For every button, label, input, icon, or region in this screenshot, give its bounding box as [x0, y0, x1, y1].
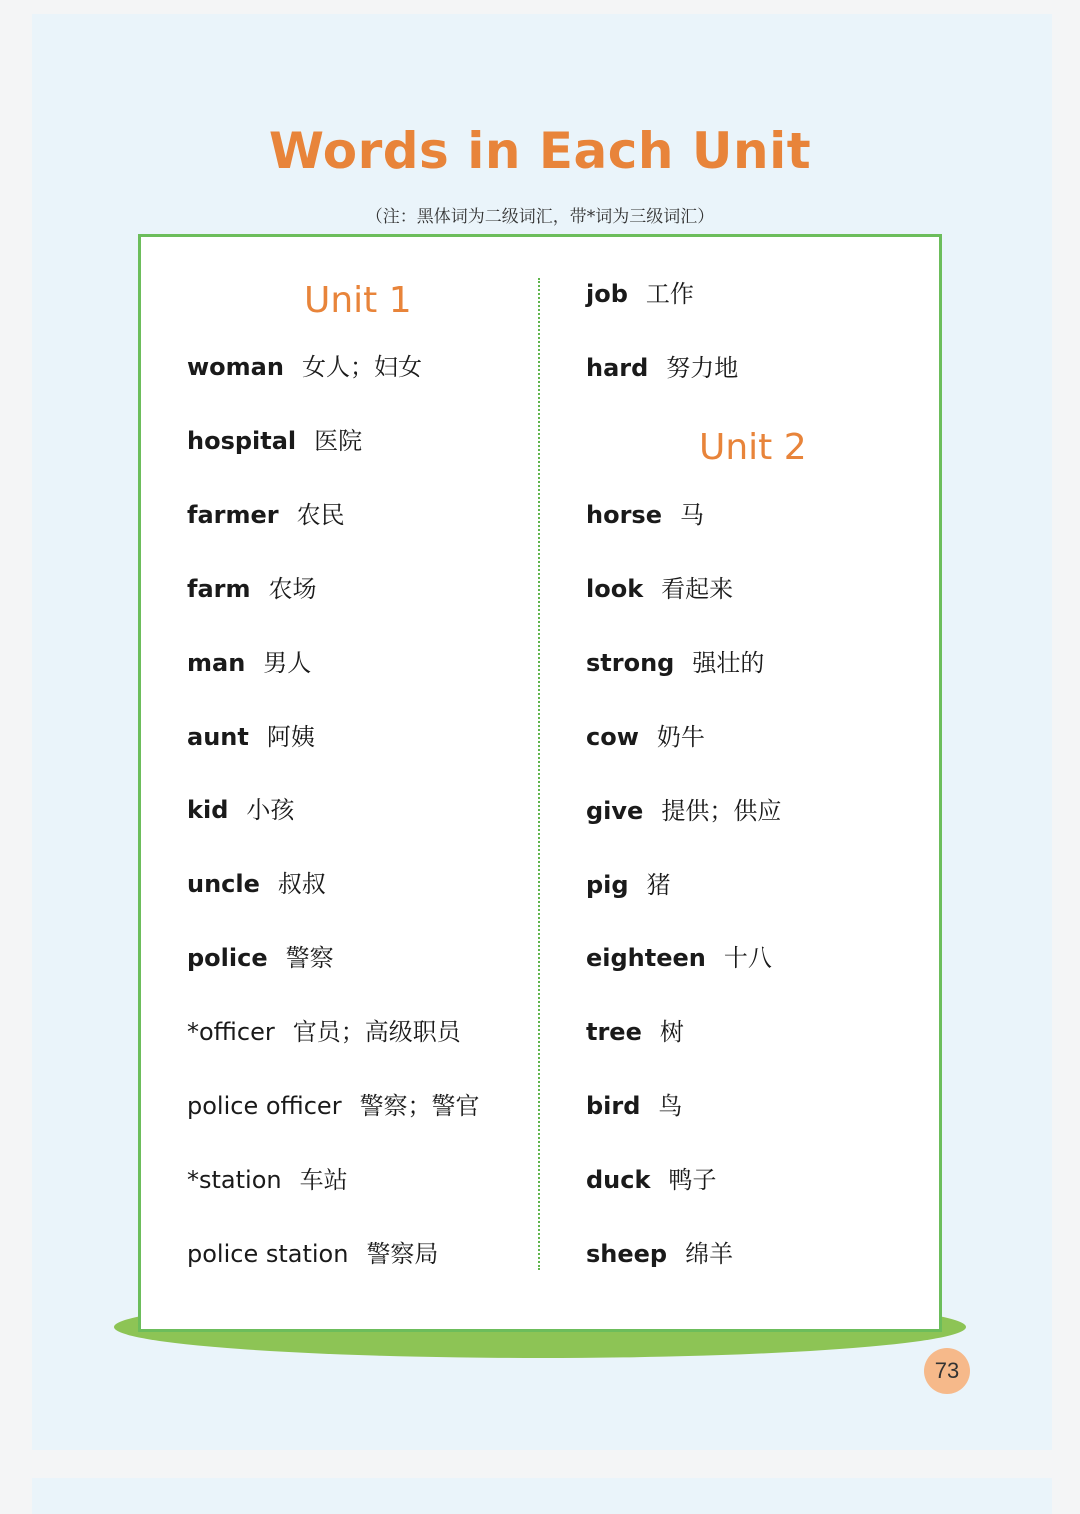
vocab-entry: [187, 722, 315, 752]
vocab-chinese: 小孩: [246, 796, 295, 825]
vocab-chinese: 男人: [263, 648, 312, 677]
vocab-english: hospital: [187, 426, 297, 455]
vocab-chinese: 警察: [285, 944, 334, 973]
vocab-entry: [586, 574, 733, 604]
vocab-chinese: 提供；供应: [661, 796, 782, 825]
vocab-entry: [187, 648, 311, 678]
page-title: Words in Each Unit: [268, 122, 812, 180]
vocab-chinese: 叔叔: [277, 870, 326, 899]
unit-2-heading: Unit 2: [699, 427, 807, 468]
vocab-english: police: [187, 944, 268, 973]
next-page-edge: [32, 1478, 1052, 1514]
vocab-entry: [187, 1017, 461, 1047]
vocab-english: tree: [586, 1018, 642, 1047]
page-number-badge: 73: [924, 1348, 970, 1394]
vocab-english: pig: [586, 870, 629, 899]
vocab-chinese: 农民: [296, 500, 345, 529]
vocab-entry: [586, 500, 704, 530]
vocab-chinese: 绵羊: [685, 1240, 734, 1268]
vocab-chinese: 车站: [299, 1165, 348, 1194]
vocab-entry: [586, 1017, 684, 1047]
vocab-chinese: 农场: [268, 574, 317, 603]
vocab-chinese: 阿姨: [266, 722, 315, 751]
vocab-english: job: [586, 280, 628, 308]
vocab-english: man: [187, 648, 246, 677]
vocab-entry: [187, 943, 334, 973]
vocab-english: strong: [586, 648, 675, 677]
vocab-entry: [586, 796, 781, 826]
vocab-chinese: 女人；妇女: [301, 353, 422, 381]
vocab-chinese: 警察；警官: [359, 1092, 480, 1120]
vocab-english: sheep: [586, 1240, 668, 1268]
vocab-chinese: 猪: [646, 870, 671, 899]
vocab-entry: [187, 1091, 480, 1121]
vocab-entry: [586, 1239, 733, 1269]
vocab-english: give: [586, 796, 644, 825]
vocab-english: farm: [187, 574, 251, 603]
vocab-entry: [187, 795, 294, 825]
vocab-english: *station: [187, 1165, 282, 1194]
vocab-chinese: 鸟: [658, 1092, 683, 1121]
vocab-english: cow: [586, 722, 639, 751]
vocab-entry: [586, 1165, 716, 1195]
vocab-entry: [187, 352, 422, 382]
vocab-entry: [187, 1165, 348, 1195]
vocab-chinese: 鸭子: [668, 1166, 717, 1195]
vocab-english: *officer: [187, 1018, 275, 1047]
vocab-chinese: 警察局: [366, 1239, 439, 1268]
vocab-chinese: 官员；高级职员: [292, 1018, 461, 1047]
vocab-english: kid: [187, 796, 229, 825]
vocab-chinese: 马: [679, 501, 704, 529]
vocab-english: farmer: [187, 500, 279, 529]
vocab-chinese: 医院: [314, 426, 363, 455]
vocab-entry: [187, 500, 345, 530]
level-note: （注：黑体词为二级词汇，带*词为三级词汇）: [365, 207, 715, 227]
unit-1-heading: Unit 1: [304, 280, 412, 321]
vocab-english: duck: [586, 1166, 651, 1195]
vocab-entry: [187, 869, 326, 899]
vocab-chinese: 看起来: [661, 574, 734, 603]
vocab-english: uncle: [187, 870, 260, 899]
vocab-chinese: 强壮的: [692, 648, 765, 677]
vocab-english: woman: [187, 353, 284, 381]
vocab-chinese: 努力地: [666, 353, 739, 382]
vocab-entry: [586, 722, 705, 752]
vocab-entry: [187, 574, 316, 604]
vocab-english: look: [586, 574, 644, 603]
vocab-chinese: 工作: [645, 280, 694, 308]
vocab-entry: [187, 426, 362, 456]
vocab-english: police officer: [187, 1092, 342, 1120]
vocab-entry: [586, 279, 694, 309]
vocab-english: horse: [586, 501, 662, 529]
vocab-english: aunt: [187, 722, 249, 751]
vocab-english: eighteen: [586, 944, 706, 973]
vocab-english: police station: [187, 1239, 349, 1268]
vocab-entry: [586, 943, 772, 973]
vocab-entry: [586, 648, 764, 678]
vocab-chinese: 奶牛: [656, 722, 705, 751]
vocab-english: bird: [586, 1092, 641, 1121]
vocab-english: hard: [586, 353, 649, 382]
vocab-entry: [586, 870, 671, 900]
vocab-chinese: 十八: [723, 944, 772, 973]
vocab-chinese: 树: [659, 1018, 684, 1047]
vocab-entry: [187, 1239, 438, 1269]
column-divider: [538, 278, 540, 1270]
vocab-entry: [586, 353, 738, 383]
vocab-entry: [586, 1091, 682, 1121]
